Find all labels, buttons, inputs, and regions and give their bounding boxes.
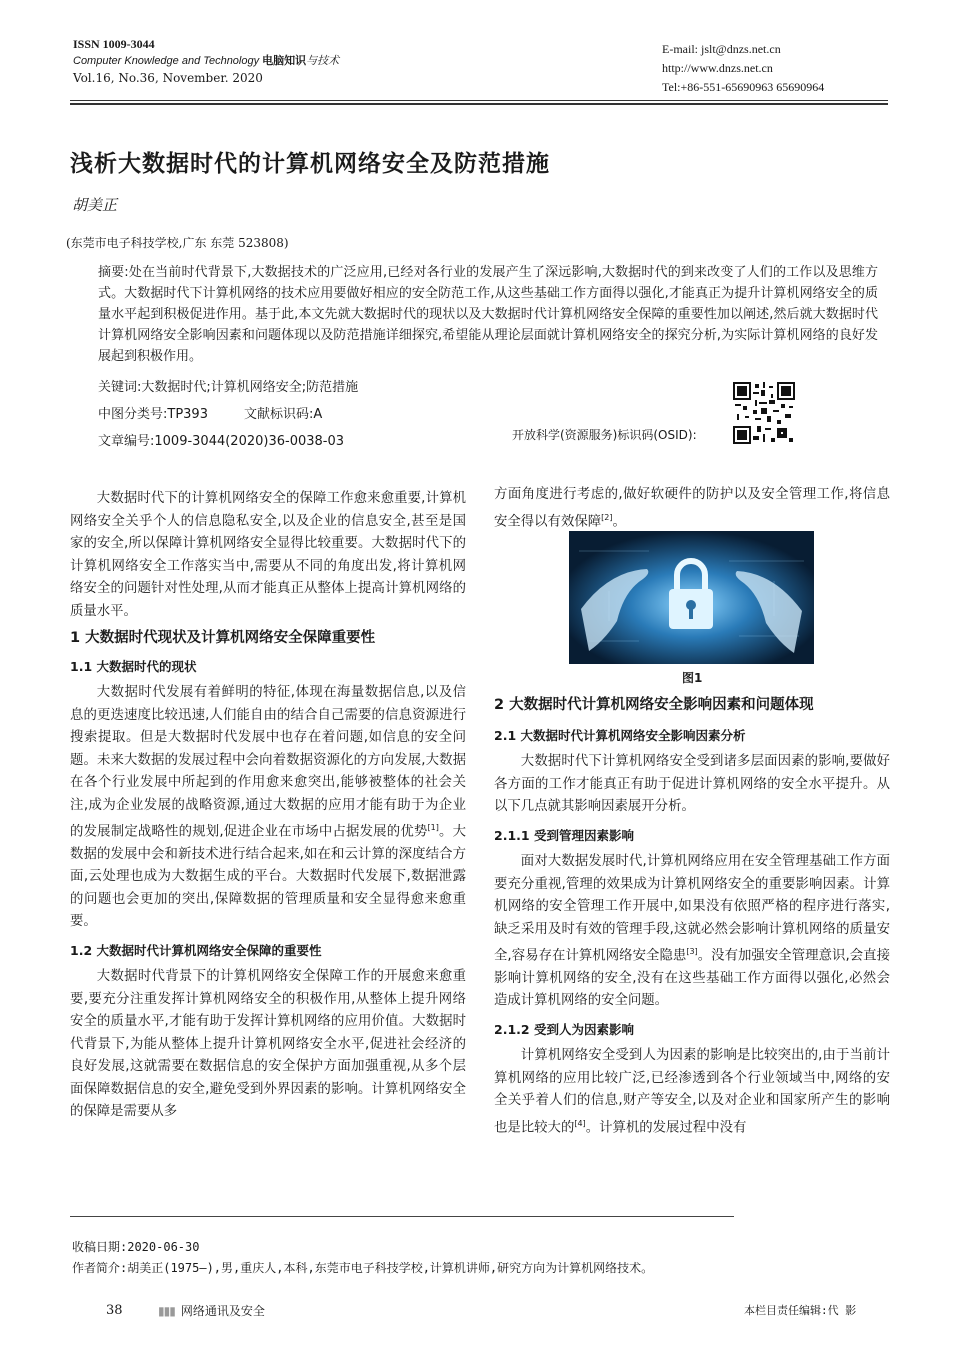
citation: [3] — [686, 947, 698, 956]
section-heading-1: 1 大数据时代现状及计算机网络安全保障重要性 — [70, 630, 376, 646]
journal-name: Computer Knowledge and Technology 电脑知识与技术 — [73, 55, 340, 67]
header-rule — [70, 100, 888, 101]
journal-contact — [662, 40, 824, 97]
osid-label: 开放科学(资源服务)标识码(OSID): — [512, 428, 697, 442]
article-title: 浅析大数据时代的计算机网络安全及防范措施 — [70, 151, 550, 177]
subsection-heading-2-1-2: 2.1.2 受到人为因素影响 — [494, 1021, 634, 1037]
subsection-heading-1-2: 1.2 大数据时代计算机网络安全保障的重要性 — [70, 942, 322, 958]
section-tag: ▮▮▮ 网络通讯及安全 — [158, 1304, 265, 1318]
paragraph-2-1-1: 面对大数据发展时代,计算机网络应用在安全管理基础工作方面要充分重视,管理的效果成为计算机网络安全的重要影响因素。计算机网络的安全管理工作开展中,如果没有依照严格的程序进行落实,缺乏采用及时有效的管理手段,这就必然会影响计算机网络的质量安全,容易存在计算机网络安全隐患[3]。没有加强安全管理意识,会直接影响计算机网络的安全,没有在这些基础工作方面得以强化,必然会造成计算机网络的安全问题。 — [494, 854, 890, 1009]
paragraph-2-1: 大数据时代下计算机网络安全受到诸多层面因素的影响,要做好各方面的工作才能真正有助于促进计算机网络的安全水平提升。从以下几点就其影响因素展开分析。 — [494, 754, 890, 814]
page-number: 38 — [106, 1303, 123, 1318]
qr-code-icon — [733, 382, 795, 444]
keywords: 关键词:大数据时代;计算机网络安全;防范措施 — [98, 380, 359, 395]
padlock-hands-icon — [569, 531, 814, 664]
citation: [2] — [601, 512, 613, 522]
subsection-heading-2-1-1: 2.1.1 受到管理因素影响 — [494, 827, 634, 843]
bars-icon: ▮▮▮ — [158, 1304, 175, 1318]
intro-paragraph: 大数据时代下的计算机网络安全的保障工作愈来愈重要,计算机网络安全关乎个人的信息隐私安全,以及企业的信息安全,甚至是国家的安全,所以保障计算机网络安全显得比较重要。大数据时代下的计算机网络安全工作落实当中,需要从不同的角度出发,将计算机网络安全的问题针对性处理,从而才能真正从整体上提高计算机网络的质量水平。 — [70, 491, 466, 619]
author-affiliation: (东莞市电子科技学校,广东 东莞 523808) — [66, 236, 289, 250]
journal-header — [73, 36, 339, 87]
received-date: 收稿日期:2020-06-30 — [72, 1240, 200, 1254]
document-code: 文献标识码:A — [244, 407, 323, 422]
header-rule-thick — [70, 103, 888, 105]
journal-email: E-mail: jslt@dnzs.net.cn — [662, 42, 781, 56]
paragraph-1-1: 大数据时代发展有着鲜明的特征,体现在海量数据信息,以及信息的更迭速度比较迅速,人们能自由的结合自己需要的信息资源进行搜索提取。但是大数据时代发展中也存在着问题,如信息的安全问题。未来大数据的发展过程中会向着数据资源化的方向发展,大数据在各个行业发展中所起到的作用愈来愈突出,能够被整体的社会关注,成为企业发展的战略资源,通过大数据的应用才能有助于为企业的发展制定战略性的规划,促进企业在市场中占据发展的优势[1]。大数据的发展中会和新技术进行结合起来,如在和云计算的深度结合方面,云处理也成为大数据生成的平台。大数据时代发展下,数据泄露的问题也会更加的突出,保障数据的管理质量和安全显得愈来愈重要。 — [70, 685, 467, 930]
citation: [4] — [574, 1118, 586, 1128]
subsection-heading-2-1: 2.1 大数据时代计算机网络安全影响因素分析 — [494, 727, 746, 743]
journal-tel: Tel:+86-551-65690963 65690964 — [662, 80, 825, 94]
column-editor: 本栏目责任编辑:代 影 — [744, 1304, 857, 1317]
paragraph-2-1-2: 计算机网络安全受到人为因素的影响是比较突出的,由于当前计算机网络的应用比较广泛,已经渗透到各个行业领域当中,网络的安全关乎着人们的信息,财产等安全,以及对企业和国家所产生的影响也是比较大的[4]。计算机的发展过程中没有 — [494, 1048, 890, 1136]
footnote-rule — [70, 1216, 734, 1217]
section-heading-2: 2 大数据时代计算机网络安全影响因素和问题体现 — [494, 697, 814, 713]
subsection-heading-1-1: 1.1 大数据时代的现状 — [70, 658, 197, 674]
abstract: 摘要:处在当前时代背景下,大数据技术的广泛应用,已经对各行业的发展产生了深远影响,大数据时代的到来改变了人们的工作以及思维方式。大数据时代下计算机网络的技术应用要做好相应的安全防范工作,从这些基础工作方面得以强化,才能真正为提升计算机网络安全的质量水平起到积极促进作用。基于此,本文先就大数据时代的现状以及大数据时代计算机网络安全保障的重要性加以阐述,然后就大数据时代计算机网络安全影响因素和问题体现以及防范措施详细探究,希望能从理论层面就计算机网络安全的探究分析,为实际计算机网络的良好发展起到积极作用。 — [98, 265, 878, 364]
figure-caption: 图1 — [682, 671, 703, 685]
continued-paragraph: 方面角度进行考虑的,做好软硬件的防护以及安全管理工作,将信息安全得以有效保障[2]。 — [494, 487, 890, 529]
right-column-top — [494, 484, 890, 533]
issn: ISSN 1009-3044 — [73, 37, 155, 51]
left-column — [70, 488, 466, 1124]
article-author: 胡美正 — [72, 196, 118, 214]
volume-info: Vol.16, No.36, November. 2020 — [73, 71, 263, 85]
article-number: 文章编号:1009-3044(2020)36-0038-03 — [98, 434, 345, 449]
paragraph-1-2: 大数据时代背景下的计算机网络安全保障工作的开展愈来愈重要,要充分注重发挥计算机网络安全的积极作用,从整体上提升网络安全的质量水平,才能有助于发挥计算机网络的应用价值。大数据时代背景下,为能从整体上提升计算机网络安全水平,促进社会经济的良好发展,这就需要在数据信息的安全保护方面加强重视,从多个层面保障数据信息的安全,避免受到外界因素的影响。计算机网络安全的保障是需要从多 — [70, 969, 466, 1120]
figure-lock-image — [569, 531, 814, 664]
clc-number: 中图分类号:TP393 — [98, 407, 208, 422]
citation: [1] — [427, 823, 439, 832]
author-bio: 作者简介:胡美正(1975—),男,重庆人,本科,东莞市电子科技学校,计算机讲师,研究方向为计算机网络技术。 — [72, 1261, 654, 1275]
right-column-bottom — [494, 694, 890, 1140]
journal-url: http://www.dnzs.net.cn — [662, 61, 773, 75]
